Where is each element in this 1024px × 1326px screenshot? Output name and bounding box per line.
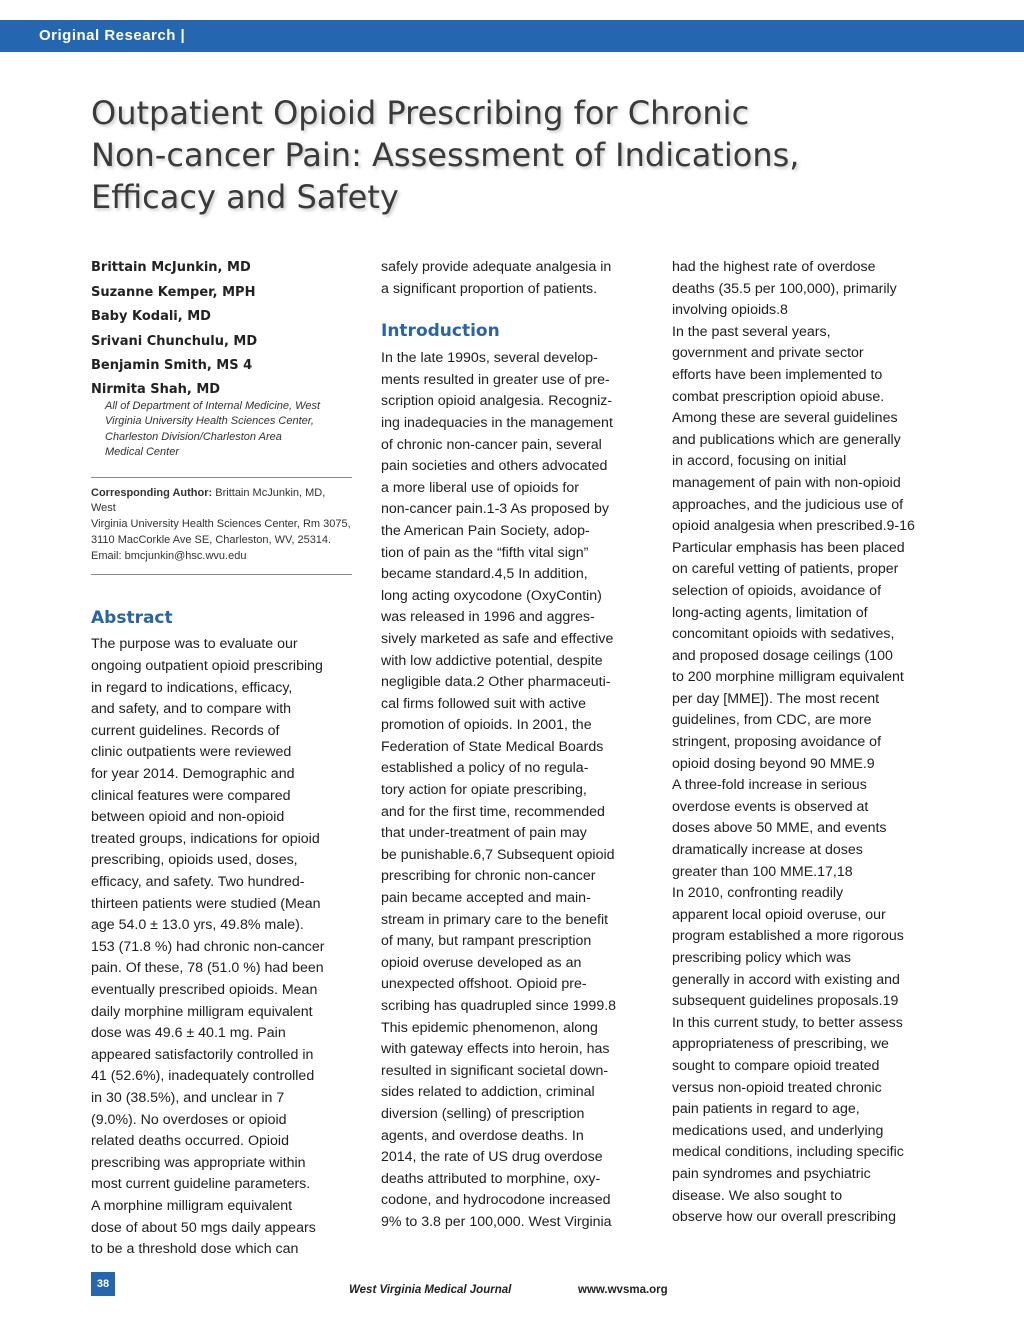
text-line: pain patients in regard to age,	[672, 1101, 860, 1118]
right-column	[672, 257, 942, 1229]
text-line: and for the first time, recommended	[381, 803, 605, 820]
text-line: pain societies and others advocated	[381, 458, 608, 475]
text-line: overdose events is observed at	[672, 798, 869, 815]
middle-column	[381, 257, 651, 1234]
text-line: thirteen patients were studied (Mean	[91, 895, 321, 912]
text-line: involving opioids.8	[672, 302, 788, 319]
text-line: between opioid and non-opioid	[91, 809, 285, 826]
author: Srivani Chunchulu, MD	[91, 333, 258, 349]
continued-paragraph	[381, 257, 651, 300]
divider	[91, 477, 352, 478]
text-line: greater than 100 MME.17,18	[672, 863, 853, 880]
text-line: per day [MME]). The most recent	[672, 690, 880, 707]
text-line: of chronic non-cancer pain, several	[381, 436, 602, 453]
text-line: clinical features were compared	[91, 787, 291, 804]
text-line: prescribing, opioids used, doses,	[91, 852, 298, 869]
text-line: management of pain with non-opioid	[672, 474, 901, 491]
text-line: medical conditions, including specific	[672, 1144, 904, 1161]
text-line: promotion of opioids. In 2001, the	[381, 717, 592, 734]
text-line: resulted in significant societal down-	[381, 1062, 609, 1079]
text-line: scribing has quadrupled since 1999.8	[381, 998, 617, 1014]
text-line: and publications which are generally	[672, 431, 901, 448]
page-number: 38	[91, 1272, 115, 1296]
text-line: codone, and hydrocodone increased	[381, 1192, 611, 1209]
corresponding-line: 3110 MacCorkle Ave SE, Charleston, WV, 25314.	[91, 533, 332, 546]
text-line: related deaths occurred. Opioid	[91, 1133, 289, 1150]
text-line: generally in accord with existing and	[672, 971, 900, 988]
text-line: stringent, proposing avoidance of	[672, 734, 882, 751]
text-line: dose was 49.6 ± 40.1 mg. Pain	[91, 1025, 286, 1042]
abstract-body	[91, 634, 353, 1260]
author: Suzanne Kemper, MPH	[91, 284, 256, 300]
text-line: the American Pain Society, adop-	[381, 522, 590, 539]
divider	[91, 574, 352, 575]
text-line: prescribing was appropriate within	[91, 1154, 306, 1171]
text-line: observe how our overall prescribing	[672, 1209, 896, 1226]
text-line: a significant proportion of patients.	[381, 280, 598, 297]
text-line: Among these are several guidelines	[672, 410, 898, 427]
text-line: long acting oxycodone (OxyContin)	[381, 587, 602, 604]
corresponding-line: Email: bmcjunkin@hsc.wvu.edu	[91, 549, 247, 562]
text-line: ongoing outpatient opioid prescribing	[91, 658, 323, 675]
text-line: non-cancer pain.1-3 As proposed by	[381, 501, 609, 518]
text-line: current guidelines. Records of	[91, 722, 280, 739]
section-banner	[0, 20, 1024, 52]
text-line: eventually prescribed opioids. Mean	[91, 981, 318, 998]
text-line: most current guideline parameters.	[91, 1176, 311, 1193]
introduction-heading: Introduction	[381, 321, 500, 342]
text-line: tory action for opiate prescribing,	[381, 782, 587, 799]
text-line: A morphine milligram equivalent	[91, 1197, 293, 1214]
text-line: a more liberal use of opioids for	[381, 479, 579, 496]
text-line: apparent local opioid overuse, our	[672, 906, 886, 923]
text-line: be punishable.6,7 Subsequent opioid	[381, 846, 615, 863]
text-line: concomitant opioids with sedatives,	[672, 626, 895, 643]
title-line: Efficacy and Safety	[91, 178, 399, 216]
text-line: long-acting agents, limitation of	[672, 604, 868, 621]
text-line: of many, but rampant prescription	[381, 933, 592, 950]
text-line: age 54.0 ± 13.0 yrs, 49.8% male).	[91, 917, 304, 934]
text-line: and safety, and to compare with	[91, 701, 292, 718]
text-line: sides related to addiction, criminal	[381, 1084, 595, 1101]
text-line: unexpected offshoot. Opioid pre-	[381, 976, 587, 993]
text-line: prescribing policy which was	[672, 950, 851, 966]
text-line: daily morphine milligram equivalent	[91, 1003, 313, 1020]
section-label: Original Research |	[39, 27, 186, 44]
text-line: ing inadequacies in the management	[381, 414, 613, 431]
text-line: pain became accepted and main-	[381, 890, 591, 907]
text-line: selection of opioids, avoidance of	[672, 582, 882, 599]
text-line: pain. Of these, 78 (51.0 %) had been	[91, 960, 324, 977]
text-line: treated groups, indications for opioid	[91, 830, 320, 847]
introduction-body-continued	[672, 257, 942, 1229]
text-line: subsequent guidelines proposals.19	[672, 993, 899, 1010]
text-line: sought to compare opioid treated	[672, 1057, 880, 1074]
text-line: with gateway effects into heroin, has	[381, 1041, 610, 1058]
text-line: was released in 1996 and aggres-	[381, 609, 595, 626]
author-list	[91, 258, 353, 399]
text-line: clinic outpatients were reviewed	[91, 744, 292, 761]
text-line: sively marketed as safe and effective	[381, 630, 614, 647]
text-line: to be a threshold dose which can	[91, 1241, 299, 1258]
affiliation	[105, 399, 345, 461]
text-line: agents, and overdose deaths. In	[381, 1127, 584, 1144]
author: Brittain McJunkin, MD	[91, 260, 251, 275]
text-line: medications used, and underlying	[672, 1122, 884, 1139]
journal-name: West Virginia Medical Journal	[349, 1284, 512, 1296]
text-line: tion of pain as the “fifth vital sign”	[381, 544, 589, 561]
affiliation-line: All of Department of Internal Medicine, West	[105, 399, 321, 412]
text-line: stream in primary care to the benefit	[381, 911, 609, 928]
text-line: deaths attributed to morphine, oxy-	[381, 1170, 601, 1187]
text-line: This epidemic phenomenon, along	[381, 1019, 598, 1036]
text-line: Federation of State Medical Boards	[381, 738, 604, 755]
text-line: in 30 (38.5%), and unclear in 7	[91, 1089, 285, 1106]
text-line: 153 (71.8 %) had chronic non-cancer	[91, 938, 325, 955]
text-line: doses above 50 MME, and events	[672, 820, 887, 837]
text-line: negligible data.2 Other pharmaceuti-	[381, 674, 611, 691]
text-line: 9% to 3.8 per 100,000. West Virginia	[381, 1213, 612, 1230]
text-line: opioid analgesia when prescribed.9-16	[672, 518, 915, 535]
text-line: In the late 1990s, several develop-	[381, 350, 598, 367]
text-line: ments resulted in greater use of pre-	[381, 371, 610, 388]
text-line: efforts have been implemented to	[672, 366, 883, 383]
text-line: appropriateness of prescribing, we	[672, 1036, 889, 1053]
text-line: Particular emphasis has been placed	[672, 539, 905, 556]
text-line: dose of about 50 mgs daily appears	[91, 1219, 316, 1236]
corresponding-line: Virginia University Health Sciences Center, Rm 3075,	[91, 518, 351, 531]
title-line: Outpatient Opioid Prescribing for Chronic	[91, 94, 750, 132]
text-line: In 2010, confronting readily	[672, 885, 844, 902]
text-line: for year 2014. Demographic and	[91, 766, 295, 783]
text-line: government and private sector	[672, 345, 864, 362]
text-line: 41 (52.6%), inadequately controlled	[91, 1068, 315, 1085]
affiliation-line: Medical Center	[105, 446, 179, 458]
text-line: in regard to indications, efficacy,	[91, 679, 293, 696]
text-line: opioid overuse developed as an	[381, 954, 582, 971]
author: Baby Kodali, MD	[91, 309, 211, 324]
text-line: 2014, the rate of US drug overdose	[381, 1149, 603, 1166]
author: Nirmita Shah, MD	[91, 381, 221, 397]
text-line: versus non-opioid treated chronic	[672, 1079, 882, 1096]
text-line: deaths (35.5 per 100,000), primarily	[672, 280, 897, 297]
text-line: cal firms followed suit with active	[381, 695, 586, 712]
text-line: appeared satisfactorily controlled in	[91, 1046, 314, 1063]
text-line: program established a more rigorous	[672, 928, 904, 945]
text-line: pain syndromes and psychiatric	[672, 1165, 871, 1182]
corresponding-author	[91, 486, 353, 565]
text-line: and proposed dosage ceilings (100	[672, 647, 893, 664]
text-line: In this current study, to better assess	[672, 1014, 903, 1031]
corresponding-line: Brittain McJunkin, MD, West	[91, 486, 326, 515]
text-line: The purpose was to evaluate our	[91, 636, 298, 653]
text-line: that under-treatment of pain may	[381, 825, 587, 842]
text-line: scription opioid analgesia. Recogniz-	[381, 393, 613, 410]
text-line: combat prescription opioid abuse.	[672, 388, 885, 405]
text-line: established a policy of no regula-	[381, 760, 589, 777]
text-line: opioid dosing beyond 90 MME.9	[672, 755, 875, 772]
affiliation-line: Virginia University Health Sciences Center,	[105, 415, 314, 427]
text-line: in accord, focusing on initial	[672, 453, 847, 470]
affiliation-line: Charleston Division/Charleston Area	[105, 430, 282, 443]
text-line: to 200 morphine milligram equivalent	[672, 669, 904, 686]
text-line: A three-fold increase in serious	[672, 777, 867, 794]
text-line: guidelines, from CDC, are more	[672, 712, 872, 729]
text-line: with low addictive potential, despite	[381, 652, 603, 669]
corresponding-label: Corresponding Author:	[91, 486, 213, 499]
text-line: had the highest rate of overdose	[672, 259, 876, 275]
abstract-heading: Abstract	[91, 608, 173, 629]
text-line: diversion (selling) of prescription	[381, 1105, 585, 1122]
author: Benjamin Smith, MS 4	[91, 358, 253, 373]
text-line: became standard.4,5 In addition,	[381, 566, 588, 583]
article-title	[91, 92, 951, 218]
journal-website[interactable]: www.wvsma.org	[578, 1284, 668, 1296]
introduction-body	[381, 348, 651, 1233]
text-line: safely provide adequate analgesia in	[381, 259, 612, 275]
title-line: Non-cancer Pain: Assessment of Indications,	[91, 136, 800, 174]
text-line: dramatically increase at doses	[672, 842, 863, 859]
text-line: In the past several years,	[672, 323, 831, 340]
left-column	[91, 258, 353, 1261]
text-line: efficacy, and safety. Two hundred-	[91, 874, 305, 891]
text-line: approaches, and the judicious use of	[672, 496, 904, 513]
text-line: prescribing for chronic non-cancer	[381, 868, 596, 885]
text-line: disease. We also sought to	[672, 1187, 843, 1204]
text-line: on careful vetting of patients, proper	[672, 561, 899, 578]
text-line: (9.0%). No overdoses or opioid	[91, 1111, 287, 1128]
